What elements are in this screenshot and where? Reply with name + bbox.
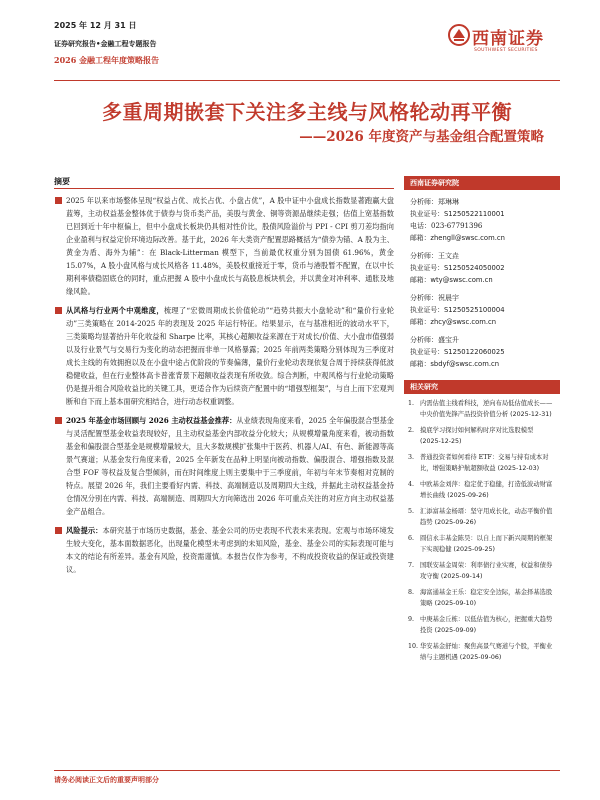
risk-paragraph — [54, 524, 394, 576]
related-item-number: 7. — [408, 562, 415, 569]
sidebar — [404, 176, 560, 668]
logo-en-text: SOUTHWEST SECURITIES — [474, 48, 538, 53]
paragraph-lead: 2025 年基金市场回顾与 2026 主动权益基金推荐： — [66, 416, 237, 425]
related-item-title: 内需估值主线看科技，逆向布局低估值成长——中央价值先锋产品投资价值分析 — [420, 400, 553, 418]
related-item-date: (2025-09-09) — [434, 627, 477, 634]
bullet-icon — [55, 527, 62, 534]
analyst-email[interactable]: 邮箱：wty@swsc.com.cn — [410, 276, 493, 284]
analyst-name: 分析师：盛宝升 — [410, 336, 459, 344]
related-item[interactable] — [408, 452, 556, 474]
paragraph-text: 从业绩表现角度来看，2025 全年偏股混合型基金与灵活配置型基金收益表现较好，且主动权益基金内部收益分化较大；从规模增量角度来看，被动指数基金和偏股混合型基金是规模增量较大，且大多数规模扩张集中于医药、机器人/AI、有色、新能源等高景气赛道；从基金发行角度来看，2025 全年新发在品种上明显向被动指数、偏股混合、增强指数及混合型 FOF 等权益及复合型倾斜，而在时间维度上则主要集中于三季度前，年初与年末节奏相对克制的特点。展望 2026 年，我们主要看好内需、科技、高端制造以及周期四大主线，并据此主动权益基金持仓情况分别在内需、科技、高端制造、周期四大方向筛选出 2026 年可重点关注的对应方向主动权益基金产品组合。 — [66, 416, 394, 516]
related-item-date: (2025-09-25) — [453, 546, 496, 553]
related-item-title: 中庚基金丘栋：以低估值为核心，把握重大趋势投资 — [420, 616, 553, 634]
related-item-number: 4. — [408, 481, 415, 488]
related-item-title: 普通投资者如何看待 ETF：交易与持有成本对比，增强策略护航超额收益 — [420, 454, 549, 472]
related-item-number: 5. — [408, 508, 415, 515]
related-item-title: 摸底学习探讨如何解构时序对比选股模型 — [420, 427, 534, 434]
bullet-icon — [55, 307, 62, 314]
related-item-title: 汇添富基金杨瑨：坚守用成长化，动态平衡价值趋势 — [420, 508, 553, 526]
related-item-number: 8. — [408, 589, 415, 596]
related-item[interactable] — [408, 425, 556, 447]
related-item-title: 华安基金舒灿：聚焦高景气赛道与个股，平衡业绩与主题机遇 — [420, 643, 553, 661]
related-item-number: 6. — [408, 535, 415, 542]
related-item[interactable] — [408, 587, 556, 609]
related-item-title: 中欧基金刘萍：稳定优于稳健，打造低波动财富增长曲线 — [420, 481, 553, 499]
company-logo — [448, 22, 558, 62]
report-meta — [54, 20, 374, 67]
logo-mark-icon — [448, 24, 470, 46]
related-item-number: 2. — [408, 427, 415, 434]
analyst-email[interactable]: 邮箱：zhengll@swsc.com.cn — [410, 234, 505, 242]
paragraph-text: 本研究基于市场历史数据，基金、基金公司的历史表现不代表未来表现。宏观与市场环境发生较大变化，基本面数据恶化，出现量化模型未考虑到的未知风险，基金、基金公司的实际表现可能与本文的结论有所差异。基金有风险，投资需谨慎。本报告仅作为参考，不构成投资收益的保证或投资建议。 — [66, 526, 394, 574]
related-item[interactable] — [408, 479, 556, 501]
paragraph-text: 梳理了“宏微周期成长价值轮动”“趋势共振大小盘轮动”和“量价行业轮动”三类策略在 2014-2025 年的表现及 2025 年运行特征。结果显示，在与基准相近的波动水平下，三类策略均显著抬升年化收益和 Sharpe 比率，其核心超额收益来源在于对成长/价值、大小盘市值强弱以及行业景气与交易行为变化的动态把握而非单一风格暴露；2025 年前两类策略分别体现为三季度对成长主线的有效拥抱以及在小盘中途占优阶段的节奏偏薄，量价行业轮动表现依复合周于持续获得低波稳健收益，但在行业整体高卡普涨背景下超额收益表现有所收敛。综合判断，中观风格与行业轮动策略仍是提升组合风险收益比的关键工具，更适合作为后续资产配置中的“增强型框架”，与自上而下宏观判断和自下而上基本面研究相结合，进行动态权重调整。 — [66, 306, 394, 406]
analyst-license: 执业证号：S1250122060025 — [410, 348, 505, 356]
related-item[interactable] — [408, 533, 556, 555]
report-type: 证券研究报告•金融工程专题报告 — [54, 39, 157, 48]
report-date: 2025 年 12 月 31 日 — [54, 21, 137, 30]
series-title: 2026 金融工程年度策略报告 — [54, 55, 160, 65]
analyst-name: 分析师：郑琳琳 — [410, 198, 459, 206]
related-item-number: 3. — [408, 454, 415, 461]
related-item[interactable] — [408, 641, 556, 663]
abstract-paragraph — [54, 304, 394, 408]
related-item-date: (2025-12-25) — [420, 438, 462, 445]
analyst-license: 执业证号：S1250522110001 — [410, 210, 505, 218]
analyst-name: 分析师：王文垚 — [410, 252, 459, 260]
paragraph-lead: 风险提示： — [66, 526, 103, 535]
related-item-date: (2025-09-26) — [434, 519, 477, 526]
related-research-heading: 相关研究 — [404, 380, 560, 394]
analyst-email[interactable]: 邮箱：sbdyf@swsc.com.cn — [410, 360, 500, 368]
analyst-phone: 电话：023-67791396 — [410, 222, 483, 230]
analyst-license: 执业证号：S1250524050002 — [410, 264, 505, 272]
abstract-divider — [54, 188, 394, 189]
related-item-date: (2025-09-10) — [434, 600, 477, 607]
related-item-number: 1. — [408, 400, 415, 407]
analyst-email[interactable]: 邮箱：zhcy@swsc.com.cn — [410, 318, 497, 326]
related-item-number: 9. — [408, 616, 415, 623]
footer-disclaimer: 请务必阅读正文后的重要声明部分 — [54, 775, 159, 784]
related-item-date: (2025-09-06) — [459, 654, 502, 661]
abstract-paragraph — [54, 194, 394, 298]
related-item[interactable] — [408, 560, 556, 582]
footer-divider — [54, 770, 560, 771]
paragraph-lead: 从风格与行业两个中观维度， — [66, 306, 164, 315]
related-item[interactable] — [408, 506, 556, 528]
analyst-license: 执业证号：S1250525100004 — [410, 306, 505, 314]
related-item-title: 海富通基金王乐：稳定安全边际，基金择基选股策略 — [420, 589, 553, 607]
abstract-paragraph — [54, 414, 394, 518]
header-divider — [54, 80, 560, 81]
related-item-date: (2025-12-03) — [497, 465, 540, 472]
institute-heading: 西南证券研究院 — [404, 176, 560, 190]
bullet-icon — [55, 197, 62, 204]
related-item-date: (2025-09-26) — [447, 492, 489, 499]
related-item-title: 圆信永丰基金陈昊：以自上而下新兴周期的框架下实现稳健 — [420, 535, 553, 553]
related-item-number: 10. — [408, 643, 419, 650]
analyst-name: 分析师：祝晨宇 — [410, 294, 459, 302]
related-item[interactable] — [408, 398, 556, 420]
main-title: 多重周期嵌套下关注多主线与风格轮动再平衡 — [102, 100, 512, 124]
logo-text: 西南证券 — [472, 29, 544, 49]
related-item[interactable] — [408, 614, 556, 636]
related-item-date: (2025-09-14) — [440, 573, 483, 580]
abstract-heading: 摘要 — [54, 176, 70, 186]
analyst-block — [404, 190, 560, 372]
paragraph-text: 2025 年以来市场整体呈现“权益占优、成长占优、小盘占优”，A 股中证中小盘成长指数显著跑赢大盘蓝筹，主动权益基金整体优于债券与货币类产品，美股与黄金、铜等资源品继续走强；估值上宽基指数已回到近十年中枢偏上，但中小盘成长板块仍具相对性价比，股债风险溢价与 PPI - CPI 剪刀差均指向企业盈利与权益定价环境边际改善。基于此，2026 年大类资产配置思路概括为“债券为锚、A 股为主、黄金为盾、海外为辅”：在 Black-Litterman 模型下，当前最优权重分别为国债 61.96%，黄金 15.07%，A 股小盘风格与成长风格各 11.48%，美股权重接近于零，货币与港股暂不配置，在以中长期利率债稳固底仓的同时，重点把握 A 股中小盘成长与高股息板块机会，并以黄金对冲利率、通胀及地缘风险。 — [66, 196, 394, 296]
bullet-icon — [55, 417, 62, 424]
related-item-date: (2025-12-31) — [510, 411, 552, 418]
sub-title: ——2026 年度资产与基金组合配置策略 — [299, 129, 544, 145]
abstract-body — [54, 194, 394, 582]
related-research-list — [404, 394, 560, 663]
related-item-title: 国联安基金周荣：利率债行业实赛，权益和债券攻守衡 — [420, 562, 553, 580]
